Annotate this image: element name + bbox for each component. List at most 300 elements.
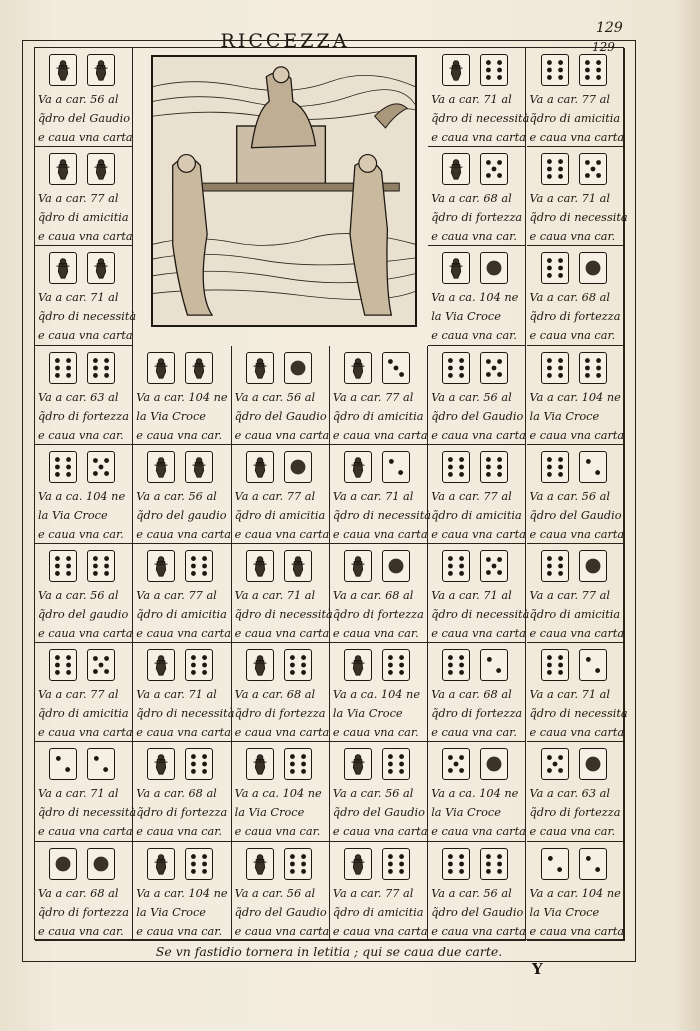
instruction-line: e caua vna car. (38, 428, 124, 442)
instruction-line: q̃dro di necessità (38, 806, 137, 820)
dice-pair (246, 748, 312, 782)
dice-pair (147, 451, 213, 485)
board-cell (527, 48, 625, 147)
instruction-line: e caua vna carta (431, 428, 526, 442)
instruction-line: q̃dro di fortezza (38, 905, 129, 919)
instruction-line: e caua vna carta (234, 726, 330, 740)
instruction-line: Va a car. 71 al (431, 93, 512, 106)
instruction-line: e caua vna carta (38, 329, 133, 343)
instruction-line: Va a car. 104 ne (136, 886, 228, 900)
figure-die-icon (344, 352, 372, 384)
instruction-line: e caua vna carta (529, 924, 625, 938)
dice-pair (442, 352, 508, 386)
pip-die-icon (49, 550, 77, 582)
figure-die-icon (442, 153, 470, 185)
dice-pair (49, 748, 115, 782)
pip-die-icon (480, 649, 508, 681)
dice-pair (49, 352, 115, 386)
instruction-line: e caua vna car. (136, 924, 223, 938)
instruction-line: Va a car. 56 al (234, 886, 316, 900)
instruction-line: Va a car. 68 al (431, 688, 512, 702)
cell-instruction (136, 685, 235, 742)
instruction-line: Va a car. 68 al (529, 291, 610, 305)
instruction-line: e caua vna carta (234, 627, 330, 640)
instruction-line: Va a ca. 104 ne (332, 688, 421, 702)
dice-pair (541, 54, 607, 88)
dice-pair (147, 352, 213, 386)
pip-die-icon (480, 451, 508, 483)
dice-pair (49, 848, 115, 882)
instruction-line: q̃dro di fortezza (38, 409, 129, 423)
figure-die-icon (344, 848, 372, 880)
woodcut-illustration (151, 55, 417, 327)
instruction-line: e caua vna carta (529, 726, 625, 740)
dice-pair (49, 54, 115, 88)
cell-instruction (38, 884, 132, 941)
instruction-line: la Via Croce (234, 806, 305, 820)
figure-die-icon (344, 451, 372, 483)
pip-die-icon (382, 550, 410, 582)
cell-instruction (431, 487, 525, 544)
board-cell (232, 742, 330, 841)
pip-die-icon (579, 352, 607, 384)
dice-pair (442, 451, 508, 485)
instruction-line: Va a car. 77 al (529, 589, 610, 602)
instruction-line: Va a car. 77 al (332, 886, 414, 900)
cell-instruction (332, 487, 432, 544)
instruction-line: Va a car. 77 al (38, 688, 119, 702)
figure-die-icon (147, 848, 175, 880)
cell-instruction (333, 685, 427, 742)
instruction-line: Va a car. 77 al (234, 489, 316, 503)
cell-instruction (38, 784, 137, 841)
instruction-line: e caua vna carta (136, 726, 231, 740)
instruction-line: la Via Croce (136, 409, 206, 423)
instruction-line: e caua vna car. (431, 230, 517, 244)
instruction-line: la Via Croce (136, 905, 206, 919)
dice-pair (344, 352, 410, 386)
dice-pair (541, 153, 607, 187)
instruction-line: Va a car. 68 al (136, 787, 217, 801)
instruction-line: q̃dro di necessità (529, 211, 628, 225)
cell-instruction (38, 487, 132, 544)
board-cell (35, 445, 133, 544)
dice-pair (541, 352, 607, 386)
cell-instruction (136, 487, 230, 544)
dice-pair (49, 550, 115, 584)
page-title: RICCEZZA (220, 30, 350, 52)
figure-die-icon (147, 352, 175, 384)
instruction-line: Va a car. 56 al (529, 489, 610, 503)
pip-die-icon (579, 649, 607, 681)
instruction-line: q̃dro di amicitia (529, 608, 621, 621)
board-cell (330, 643, 428, 742)
instruction-line: Va a car. 56 al (332, 787, 414, 801)
figure-die-icon (246, 451, 274, 483)
instruction-line: q̃dro di fortezza (431, 211, 523, 225)
cell-instruction (530, 90, 624, 147)
instruction-line: e caua vna carta (332, 527, 428, 541)
cell-instruction (530, 388, 624, 445)
board-cell (133, 842, 231, 941)
instruction-line: e caua vna carta (136, 527, 231, 541)
cell-instruction (431, 189, 525, 246)
instruction-line: Va a ca. 104 ne (38, 489, 126, 503)
pip-die-icon (480, 153, 508, 185)
pip-die-icon (541, 451, 569, 483)
dice-pair (442, 252, 508, 286)
board-cell (527, 346, 625, 445)
instruction-line: q̃dro di fortezza (529, 310, 621, 324)
cell-instruction (136, 586, 230, 643)
instruction-line: q̃dro di amicitia (38, 211, 129, 225)
cell-instruction (38, 586, 132, 643)
instruction-line: e caua vna car. (136, 825, 223, 839)
dice-pair (147, 550, 213, 584)
dice-pair (442, 54, 508, 88)
instruction-line: q̃dro di necessità (136, 707, 235, 721)
cell-instruction (530, 884, 624, 941)
pip-die-icon (87, 451, 115, 483)
pip-die-icon (284, 848, 312, 880)
dice-pair (344, 550, 410, 584)
instruction-line: q̃dro di necessità (431, 112, 530, 125)
board-cell (232, 346, 330, 445)
figure-die-icon (442, 252, 470, 284)
instruction-line: q̃dro di amicitia (332, 409, 424, 423)
instruction-line: Va a car. 56 al (38, 93, 119, 106)
figure-die-icon (246, 748, 274, 780)
dice-pair (49, 252, 115, 286)
instruction-line: q̃dro di necessità (38, 310, 137, 324)
instruction-line: Va a car. 71 al (529, 192, 610, 206)
instruction-line: Va a car. 68 al (38, 886, 119, 900)
instruction-line: Va a car. 71 al (38, 787, 119, 801)
cell-instruction (235, 388, 329, 445)
instruction-line: e caua vna car. (332, 627, 419, 640)
instruction-line: Va a car. 104 ne (136, 390, 228, 404)
pip-die-icon (382, 649, 410, 681)
dice-pair (49, 153, 115, 187)
pip-die-icon (49, 848, 77, 880)
instruction-line: Va a car. 56 al (38, 589, 119, 602)
woodcut-drawing (153, 57, 415, 325)
instruction-line: Va a car. 71 al (136, 688, 217, 702)
cell-instruction (38, 388, 132, 445)
page-number-top: 129 (596, 20, 623, 36)
figure-die-icon (344, 649, 372, 681)
instruction-line: q̃dro del Gaudio (332, 806, 425, 820)
dice-pair (246, 550, 312, 584)
board-cell (133, 544, 231, 643)
cell-instruction (235, 487, 329, 544)
board-cell (232, 544, 333, 643)
signature-mark: Y (532, 960, 543, 978)
instruction-line: q̃dro del Gaudio (431, 905, 524, 919)
pip-die-icon (442, 550, 470, 582)
figure-die-icon (185, 352, 213, 384)
dice-pair (246, 451, 312, 485)
figure-die-icon (185, 451, 213, 483)
instruction-line: Va a car. 71 al (529, 688, 610, 702)
board-cell (527, 544, 625, 643)
dice-pair (541, 848, 607, 882)
board-cell (330, 346, 428, 445)
pip-die-icon (579, 153, 607, 185)
figure-die-icon (344, 748, 372, 780)
pip-die-icon (382, 848, 410, 880)
instruction-line: q̃dro di amicitia (136, 608, 227, 621)
instruction-line: e caua vna carta (332, 825, 428, 839)
instruction-line: q̃dro del Gaudio (38, 112, 131, 125)
cell-instruction (38, 189, 132, 246)
pip-die-icon (185, 748, 213, 780)
instruction-line: q̃dro del Gaudio (431, 409, 524, 423)
instruction-line: q̃dro di fortezza (136, 806, 228, 820)
instruction-line: e caua vna car. (431, 726, 517, 740)
figure-die-icon (147, 550, 175, 582)
instruction-line: e caua vna carta (38, 230, 133, 244)
cell-instruction (333, 884, 427, 941)
instruction-line: e caua vna carta (529, 131, 625, 144)
pip-die-icon (442, 649, 470, 681)
instruction-line: Va a car. 77 al (38, 192, 119, 206)
cell-instruction (530, 487, 624, 544)
dice-pair (442, 848, 508, 882)
cell-instruction (38, 90, 132, 147)
board-cell (330, 445, 432, 544)
instruction-line: q̃dro di amicitia (529, 112, 621, 125)
pip-die-icon (541, 352, 569, 384)
board-cell (232, 842, 330, 941)
pip-die-icon (579, 848, 607, 880)
instruction-line: q̃dro di amicitia (234, 508, 326, 522)
cell-instruction (234, 586, 333, 643)
instruction-line: Va a car. 77 al (529, 93, 610, 106)
pip-die-icon (541, 153, 569, 185)
board-cell (527, 147, 628, 246)
cell-instruction (235, 685, 329, 742)
pip-die-icon (185, 550, 213, 582)
dice-pair (147, 649, 213, 683)
dice-pair (344, 748, 410, 782)
dice-pair (442, 649, 508, 683)
dice-pair (541, 649, 607, 683)
board-cell (35, 147, 133, 246)
cell-instruction (38, 288, 137, 345)
instruction-line: e caua vna carta (234, 527, 330, 541)
pip-die-icon (382, 748, 410, 780)
pip-die-icon (579, 252, 607, 284)
board-cell (35, 544, 133, 643)
pip-die-icon (49, 451, 77, 483)
board-cell (428, 643, 526, 742)
instruction-line: Va a car. 68 al (332, 589, 414, 602)
dice-pair (442, 550, 508, 584)
board-cell (232, 445, 330, 544)
dice-pair (344, 649, 410, 683)
instruction-line: e caua vna carta (234, 428, 330, 442)
pip-die-icon (541, 252, 569, 284)
board-cell (428, 48, 530, 147)
board-cell (133, 346, 231, 445)
page-number-inner: 129 (592, 40, 615, 54)
pip-die-icon (87, 352, 115, 384)
instruction-line: Va a car. 68 al (234, 688, 316, 702)
dice-pair (541, 550, 607, 584)
cell-instruction (431, 884, 525, 941)
instruction-line: la Via Croce (332, 707, 403, 721)
instruction-line: Va a car. 77 al (136, 589, 217, 602)
dice-pair (541, 748, 607, 782)
footer-caption: Se vn fastidio tornera in letitia ; qui se caua due carte. (155, 944, 503, 959)
instruction-line: la Via Croce (529, 409, 600, 423)
figure-die-icon (87, 54, 115, 86)
pip-die-icon (87, 550, 115, 582)
board-cell (428, 246, 526, 345)
board-cell (428, 544, 530, 643)
instruction-line: e caua vna carta (529, 428, 625, 442)
pip-die-icon (541, 649, 569, 681)
figure-die-icon (49, 54, 77, 86)
cell-instruction (136, 388, 230, 445)
page-edge-shading (674, 0, 700, 1031)
figure-die-icon (87, 252, 115, 284)
instruction-line: Va a car. 56 al (234, 390, 316, 404)
dice-pair (246, 848, 312, 882)
instruction-line: q̃dro di amicitia (431, 508, 522, 522)
cell-instruction (431, 784, 525, 841)
board-cell (133, 445, 231, 544)
instruction-line: q̃dro di amicitia (38, 707, 129, 721)
pip-die-icon (579, 748, 607, 780)
board-cell (330, 842, 428, 941)
pip-die-icon (284, 748, 312, 780)
pip-die-icon (541, 54, 569, 86)
instruction-line: e caua vna carta (234, 924, 330, 938)
pip-die-icon (87, 748, 115, 780)
cell-instruction (136, 784, 230, 841)
figure-die-icon (147, 649, 175, 681)
board-cell (527, 643, 628, 742)
pip-die-icon (579, 451, 607, 483)
dice-pair (541, 451, 607, 485)
instruction-line: e caua vna carta (431, 627, 526, 640)
figure-die-icon (49, 153, 77, 185)
pip-die-icon (382, 451, 410, 483)
cell-instruction (235, 784, 329, 841)
pip-die-icon (49, 748, 77, 780)
instruction-line: e caua vna car. (136, 428, 223, 442)
board-cell (35, 643, 133, 742)
cell-instruction (530, 784, 624, 841)
figure-die-icon (246, 848, 274, 880)
instruction-line: q̃dro di amicitia (332, 905, 424, 919)
instruction-line: Va a car. 71 al (332, 489, 414, 503)
board-cell (428, 147, 526, 246)
dice-pair (147, 748, 213, 782)
board-cell (232, 643, 330, 742)
board-cell (527, 246, 625, 345)
board-cell (35, 842, 133, 941)
dice-pair (147, 848, 213, 882)
dice-pair (246, 352, 312, 386)
dice-pair (246, 649, 312, 683)
instruction-line: Va a car. 104 ne (529, 390, 621, 404)
pip-die-icon (49, 649, 77, 681)
dice-pair (344, 848, 410, 882)
pip-die-icon (541, 748, 569, 780)
pip-die-icon (480, 352, 508, 384)
figure-die-icon (87, 153, 115, 185)
figure-die-icon (246, 550, 274, 582)
instruction-line: e caua vna car. (529, 230, 616, 244)
pip-die-icon (480, 252, 508, 284)
pip-die-icon (185, 649, 213, 681)
cell-instruction (529, 189, 628, 246)
instruction-line: e caua vna carta (332, 428, 428, 442)
board-cell (133, 643, 235, 742)
instruction-line: la Via Croce (38, 508, 108, 522)
instruction-line: q̃dro del Gaudio (234, 409, 327, 423)
pip-die-icon (87, 848, 115, 880)
board-cell (428, 445, 526, 544)
figure-die-icon (344, 550, 372, 582)
pip-die-icon (87, 649, 115, 681)
instruction-line: Va a car. 56 al (431, 886, 512, 900)
board-cell (428, 742, 526, 841)
cell-instruction (431, 288, 525, 345)
board-cell (428, 842, 526, 941)
instruction-line: q̃dro di necessità (431, 608, 530, 621)
instruction-line: e caua vna carta (529, 527, 625, 541)
dice-pair (541, 252, 607, 286)
cell-instruction (431, 586, 530, 643)
pip-die-icon (480, 550, 508, 582)
pip-die-icon (442, 848, 470, 880)
cell-instruction (431, 685, 525, 742)
instruction-line: Va a car. 71 al (234, 589, 316, 602)
instruction-line: e caua vna car. (38, 527, 124, 541)
board-cell (35, 246, 137, 345)
pip-die-icon (541, 848, 569, 880)
figure-die-icon (284, 550, 312, 582)
pip-die-icon (442, 748, 470, 780)
figure-die-icon (147, 748, 175, 780)
instruction-line: Va a car. 77 al (431, 489, 512, 503)
dice-pair (49, 649, 115, 683)
instruction-line: Va a car. 56 al (136, 489, 217, 503)
instruction-line: e caua vna car. (529, 329, 616, 343)
pip-die-icon (480, 54, 508, 86)
cell-instruction (333, 586, 427, 643)
figure-die-icon (442, 54, 470, 86)
cell-instruction (333, 784, 427, 841)
instruction-line: e caua vna carta (38, 726, 133, 740)
instruction-line: q̃dro del Gaudio (529, 508, 622, 522)
instruction-line: e caua vna carta (136, 627, 231, 640)
instruction-line: e caua vna car. (332, 726, 419, 740)
pip-die-icon (49, 352, 77, 384)
dice-pair (442, 748, 508, 782)
board-cell (133, 742, 231, 841)
instruction-line: e caua vna carta (529, 627, 625, 640)
instruction-line: e caua vna carta (431, 131, 526, 144)
instruction-line: la Via Croce (529, 905, 600, 919)
pip-die-icon (185, 848, 213, 880)
instruction-line: q̃dro di necessità (529, 707, 628, 721)
instruction-line: q̃dro del Gaudio (234, 905, 327, 919)
